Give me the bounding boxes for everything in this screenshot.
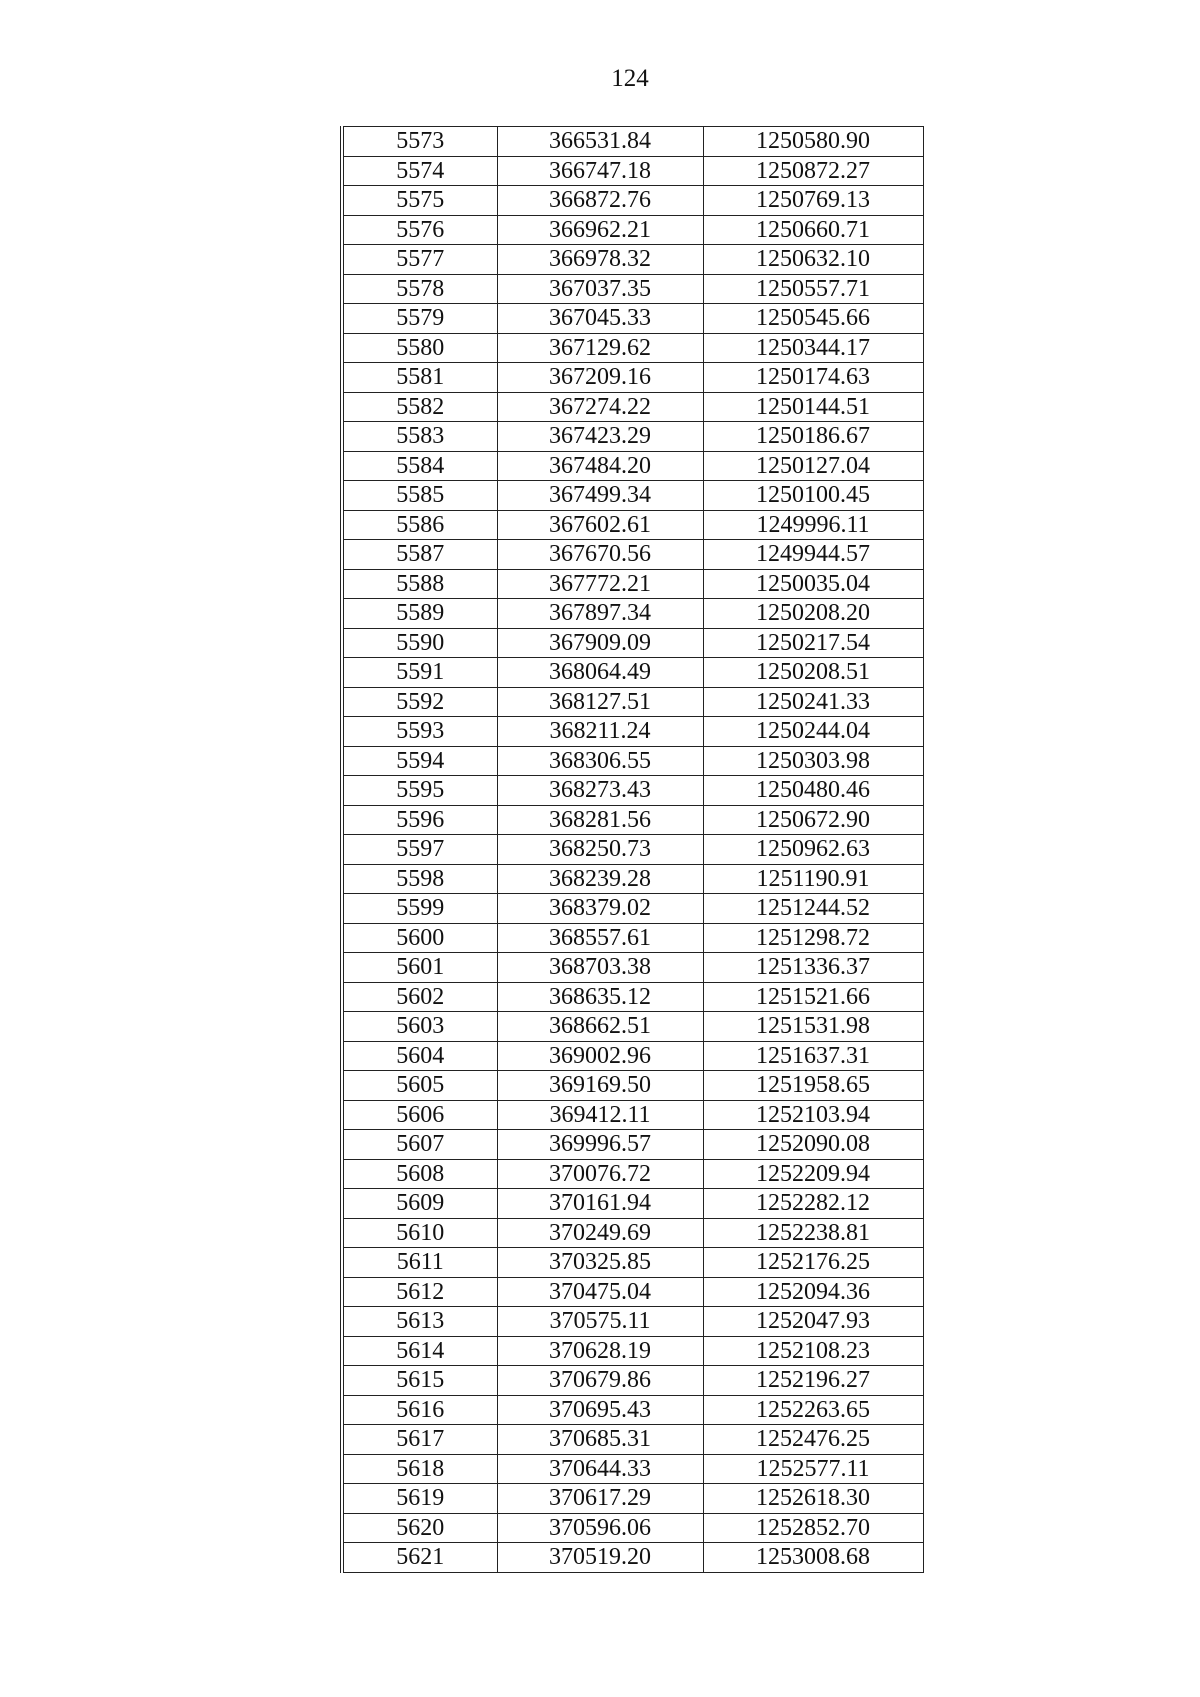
y-coordinate-cell: 1250217.54 <box>703 628 923 658</box>
y-coordinate-cell: 1250962.63 <box>703 835 923 865</box>
point-number-cell: 5578 <box>342 274 497 304</box>
table-row <box>342 1012 923 1042</box>
x-coordinate-cell: 366747.18 <box>497 156 703 186</box>
point-number-cell: 5590 <box>342 628 497 658</box>
point-number-cell: 5596 <box>342 805 497 835</box>
point-number-cell: 5609 <box>342 1189 497 1219</box>
point-number-cell: 5591 <box>342 658 497 688</box>
table-row <box>342 569 923 599</box>
x-coordinate-cell: 368635.12 <box>497 982 703 1012</box>
x-coordinate-cell: 370617.29 <box>497 1484 703 1514</box>
x-coordinate-cell: 369996.57 <box>497 1130 703 1160</box>
point-number-cell: 5602 <box>342 982 497 1012</box>
point-number-cell: 5614 <box>342 1336 497 1366</box>
x-coordinate-cell: 370685.31 <box>497 1425 703 1455</box>
point-number-cell: 5607 <box>342 1130 497 1160</box>
y-coordinate-cell: 1252047.93 <box>703 1307 923 1337</box>
y-coordinate-cell: 1253008.68 <box>703 1543 923 1573</box>
y-coordinate-cell: 1251190.91 <box>703 864 923 894</box>
x-coordinate-cell: 370249.69 <box>497 1218 703 1248</box>
x-coordinate-cell: 367129.62 <box>497 333 703 363</box>
y-coordinate-cell: 1250186.67 <box>703 422 923 452</box>
table-row <box>342 215 923 245</box>
x-coordinate-cell: 368703.38 <box>497 953 703 983</box>
x-coordinate-cell: 367897.34 <box>497 599 703 629</box>
point-number-cell: 5605 <box>342 1071 497 1101</box>
point-number-cell: 5597 <box>342 835 497 865</box>
x-coordinate-cell: 367772.21 <box>497 569 703 599</box>
table-row <box>342 687 923 717</box>
table-row <box>342 864 923 894</box>
table-row <box>342 658 923 688</box>
y-coordinate-cell: 1252108.23 <box>703 1336 923 1366</box>
point-number-cell: 5583 <box>342 422 497 452</box>
x-coordinate-cell: 370475.04 <box>497 1277 703 1307</box>
x-coordinate-cell: 368127.51 <box>497 687 703 717</box>
y-coordinate-cell: 1252103.94 <box>703 1100 923 1130</box>
x-coordinate-cell: 368557.61 <box>497 923 703 953</box>
point-number-cell: 5606 <box>342 1100 497 1130</box>
point-number-cell: 5579 <box>342 304 497 334</box>
point-number-cell: 5616 <box>342 1395 497 1425</box>
point-number-cell: 5581 <box>342 363 497 393</box>
y-coordinate-cell: 1252196.27 <box>703 1366 923 1396</box>
x-coordinate-cell: 370076.72 <box>497 1159 703 1189</box>
point-number-cell: 5610 <box>342 1218 497 1248</box>
table-row <box>342 1248 923 1278</box>
x-coordinate-cell: 368211.24 <box>497 717 703 747</box>
table-row <box>342 894 923 924</box>
table-row <box>342 1100 923 1130</box>
point-number-cell: 5584 <box>342 451 497 481</box>
point-number-cell: 5594 <box>342 746 497 776</box>
table-row <box>342 1041 923 1071</box>
y-coordinate-cell: 1251637.31 <box>703 1041 923 1071</box>
table-row <box>342 304 923 334</box>
y-coordinate-cell: 1252176.25 <box>703 1248 923 1278</box>
x-coordinate-cell: 369002.96 <box>497 1041 703 1071</box>
table-row <box>342 156 923 186</box>
y-coordinate-cell: 1250872.27 <box>703 156 923 186</box>
y-coordinate-cell: 1250127.04 <box>703 451 923 481</box>
table-row <box>342 451 923 481</box>
table-row <box>342 1425 923 1455</box>
y-coordinate-cell: 1252282.12 <box>703 1189 923 1219</box>
page-number: 124 <box>611 65 649 92</box>
table-row <box>342 776 923 806</box>
point-number-cell: 5615 <box>342 1366 497 1396</box>
y-coordinate-cell: 1250344.17 <box>703 333 923 363</box>
point-number-cell: 5601 <box>342 953 497 983</box>
y-coordinate-cell: 1252577.11 <box>703 1454 923 1484</box>
y-coordinate-cell: 1250035.04 <box>703 569 923 599</box>
y-coordinate-cell: 1249996.11 <box>703 510 923 540</box>
point-number-cell: 5612 <box>342 1277 497 1307</box>
y-coordinate-cell: 1250480.46 <box>703 776 923 806</box>
y-coordinate-cell: 1252090.08 <box>703 1130 923 1160</box>
point-number-cell: 5588 <box>342 569 497 599</box>
point-number-cell: 5599 <box>342 894 497 924</box>
x-coordinate-cell: 367909.09 <box>497 628 703 658</box>
x-coordinate-cell: 370325.85 <box>497 1248 703 1278</box>
table-row <box>342 1543 923 1573</box>
y-coordinate-cell: 1251244.52 <box>703 894 923 924</box>
x-coordinate-cell: 368250.73 <box>497 835 703 865</box>
y-coordinate-cell: 1250672.90 <box>703 805 923 835</box>
table-row <box>342 1484 923 1514</box>
y-coordinate-cell: 1250144.51 <box>703 392 923 422</box>
table-row <box>342 628 923 658</box>
x-coordinate-cell: 370519.20 <box>497 1543 703 1573</box>
y-coordinate-cell: 1250241.33 <box>703 687 923 717</box>
table-row <box>342 1189 923 1219</box>
y-coordinate-cell: 1252094.36 <box>703 1277 923 1307</box>
y-coordinate-cell: 1250769.13 <box>703 186 923 216</box>
x-coordinate-cell: 367670.56 <box>497 540 703 570</box>
y-coordinate-cell: 1251531.98 <box>703 1012 923 1042</box>
x-coordinate-cell: 370596.06 <box>497 1513 703 1543</box>
x-coordinate-cell: 368239.28 <box>497 864 703 894</box>
x-coordinate-cell: 367499.34 <box>497 481 703 511</box>
x-coordinate-cell: 368281.56 <box>497 805 703 835</box>
y-coordinate-cell: 1252263.65 <box>703 1395 923 1425</box>
table-row <box>342 245 923 275</box>
table-row <box>342 422 923 452</box>
point-number-cell: 5603 <box>342 1012 497 1042</box>
table-row <box>342 1277 923 1307</box>
x-coordinate-cell: 366978.32 <box>497 245 703 275</box>
table-row <box>342 1130 923 1160</box>
table-row <box>342 186 923 216</box>
y-coordinate-cell: 1250632.10 <box>703 245 923 275</box>
point-number-cell: 5600 <box>342 923 497 953</box>
x-coordinate-cell: 368379.02 <box>497 894 703 924</box>
y-coordinate-cell: 1250208.20 <box>703 599 923 629</box>
x-coordinate-cell: 370644.33 <box>497 1454 703 1484</box>
point-number-cell: 5593 <box>342 717 497 747</box>
table-row <box>342 953 923 983</box>
table-row <box>342 923 923 953</box>
table-row <box>342 363 923 393</box>
point-number-cell: 5576 <box>342 215 497 245</box>
table-row <box>342 805 923 835</box>
x-coordinate-cell: 368306.55 <box>497 746 703 776</box>
table-row <box>342 127 923 157</box>
table-row <box>342 717 923 747</box>
point-number-cell: 5585 <box>342 481 497 511</box>
x-coordinate-cell: 366962.21 <box>497 215 703 245</box>
point-number-cell: 5598 <box>342 864 497 894</box>
y-coordinate-cell: 1250580.90 <box>703 127 923 157</box>
y-coordinate-cell: 1250174.63 <box>703 363 923 393</box>
x-coordinate-cell: 367274.22 <box>497 392 703 422</box>
table-row <box>342 1366 923 1396</box>
x-coordinate-cell: 366531.84 <box>497 127 703 157</box>
y-coordinate-cell: 1252852.70 <box>703 1513 923 1543</box>
x-coordinate-cell: 366872.76 <box>497 186 703 216</box>
point-number-cell: 5620 <box>342 1513 497 1543</box>
point-number-cell: 5575 <box>342 186 497 216</box>
y-coordinate-cell: 1252209.94 <box>703 1159 923 1189</box>
x-coordinate-cell: 368662.51 <box>497 1012 703 1042</box>
y-coordinate-cell: 1251958.65 <box>703 1071 923 1101</box>
table-row <box>342 1395 923 1425</box>
point-number-cell: 5608 <box>342 1159 497 1189</box>
y-coordinate-cell: 1252476.25 <box>703 1425 923 1455</box>
table-row <box>342 835 923 865</box>
table-row <box>342 392 923 422</box>
table-row <box>342 540 923 570</box>
point-number-cell: 5618 <box>342 1454 497 1484</box>
point-number-cell: 5604 <box>342 1041 497 1071</box>
table-row <box>342 1218 923 1248</box>
x-coordinate-cell: 367037.35 <box>497 274 703 304</box>
x-coordinate-cell: 367484.20 <box>497 451 703 481</box>
x-coordinate-cell: 367209.16 <box>497 363 703 393</box>
point-number-cell: 5595 <box>342 776 497 806</box>
table-row <box>342 1307 923 1337</box>
x-coordinate-cell: 368064.49 <box>497 658 703 688</box>
point-number-cell: 5617 <box>342 1425 497 1455</box>
x-coordinate-cell: 367045.33 <box>497 304 703 334</box>
x-coordinate-cell: 370679.86 <box>497 1366 703 1396</box>
table-row <box>342 1159 923 1189</box>
y-coordinate-cell: 1252618.30 <box>703 1484 923 1514</box>
y-coordinate-cell: 1250100.45 <box>703 481 923 511</box>
y-coordinate-cell: 1251521.66 <box>703 982 923 1012</box>
x-coordinate-cell: 370628.19 <box>497 1336 703 1366</box>
table-row <box>342 1336 923 1366</box>
table-row <box>342 982 923 1012</box>
point-number-cell: 5574 <box>342 156 497 186</box>
table-row <box>342 1513 923 1543</box>
point-number-cell: 5621 <box>342 1543 497 1573</box>
point-number-cell: 5580 <box>342 333 497 363</box>
y-coordinate-cell: 1250545.66 <box>703 304 923 334</box>
point-number-cell: 5582 <box>342 392 497 422</box>
point-number-cell: 5592 <box>342 687 497 717</box>
table-row <box>342 1454 923 1484</box>
y-coordinate-cell: 1249944.57 <box>703 540 923 570</box>
x-coordinate-cell: 367423.29 <box>497 422 703 452</box>
table-row <box>342 510 923 540</box>
table-row <box>342 274 923 304</box>
point-number-cell: 5573 <box>342 127 497 157</box>
table-row <box>342 481 923 511</box>
y-coordinate-cell: 1250208.51 <box>703 658 923 688</box>
x-coordinate-cell: 369412.11 <box>497 1100 703 1130</box>
point-number-cell: 5611 <box>342 1248 497 1278</box>
point-number-cell: 5613 <box>342 1307 497 1337</box>
point-number-cell: 5589 <box>342 599 497 629</box>
point-number-cell: 5586 <box>342 510 497 540</box>
y-coordinate-cell: 1251336.37 <box>703 953 923 983</box>
x-coordinate-cell: 370161.94 <box>497 1189 703 1219</box>
point-number-cell: 5619 <box>342 1484 497 1514</box>
table-row <box>342 1071 923 1101</box>
y-coordinate-cell: 1250660.71 <box>703 215 923 245</box>
point-number-cell: 5577 <box>342 245 497 275</box>
x-coordinate-cell: 370695.43 <box>497 1395 703 1425</box>
table-row <box>342 599 923 629</box>
table-body <box>342 127 923 1573</box>
table-row <box>342 333 923 363</box>
x-coordinate-cell: 367602.61 <box>497 510 703 540</box>
x-coordinate-cell: 369169.50 <box>497 1071 703 1101</box>
y-coordinate-cell: 1250557.71 <box>703 274 923 304</box>
coordinates-table <box>340 126 924 1573</box>
x-coordinate-cell: 370575.11 <box>497 1307 703 1337</box>
y-coordinate-cell: 1252238.81 <box>703 1218 923 1248</box>
y-coordinate-cell: 1250244.04 <box>703 717 923 747</box>
y-coordinate-cell: 1250303.98 <box>703 746 923 776</box>
point-number-cell: 5587 <box>342 540 497 570</box>
table-row <box>342 746 923 776</box>
y-coordinate-cell: 1251298.72 <box>703 923 923 953</box>
x-coordinate-cell: 368273.43 <box>497 776 703 806</box>
